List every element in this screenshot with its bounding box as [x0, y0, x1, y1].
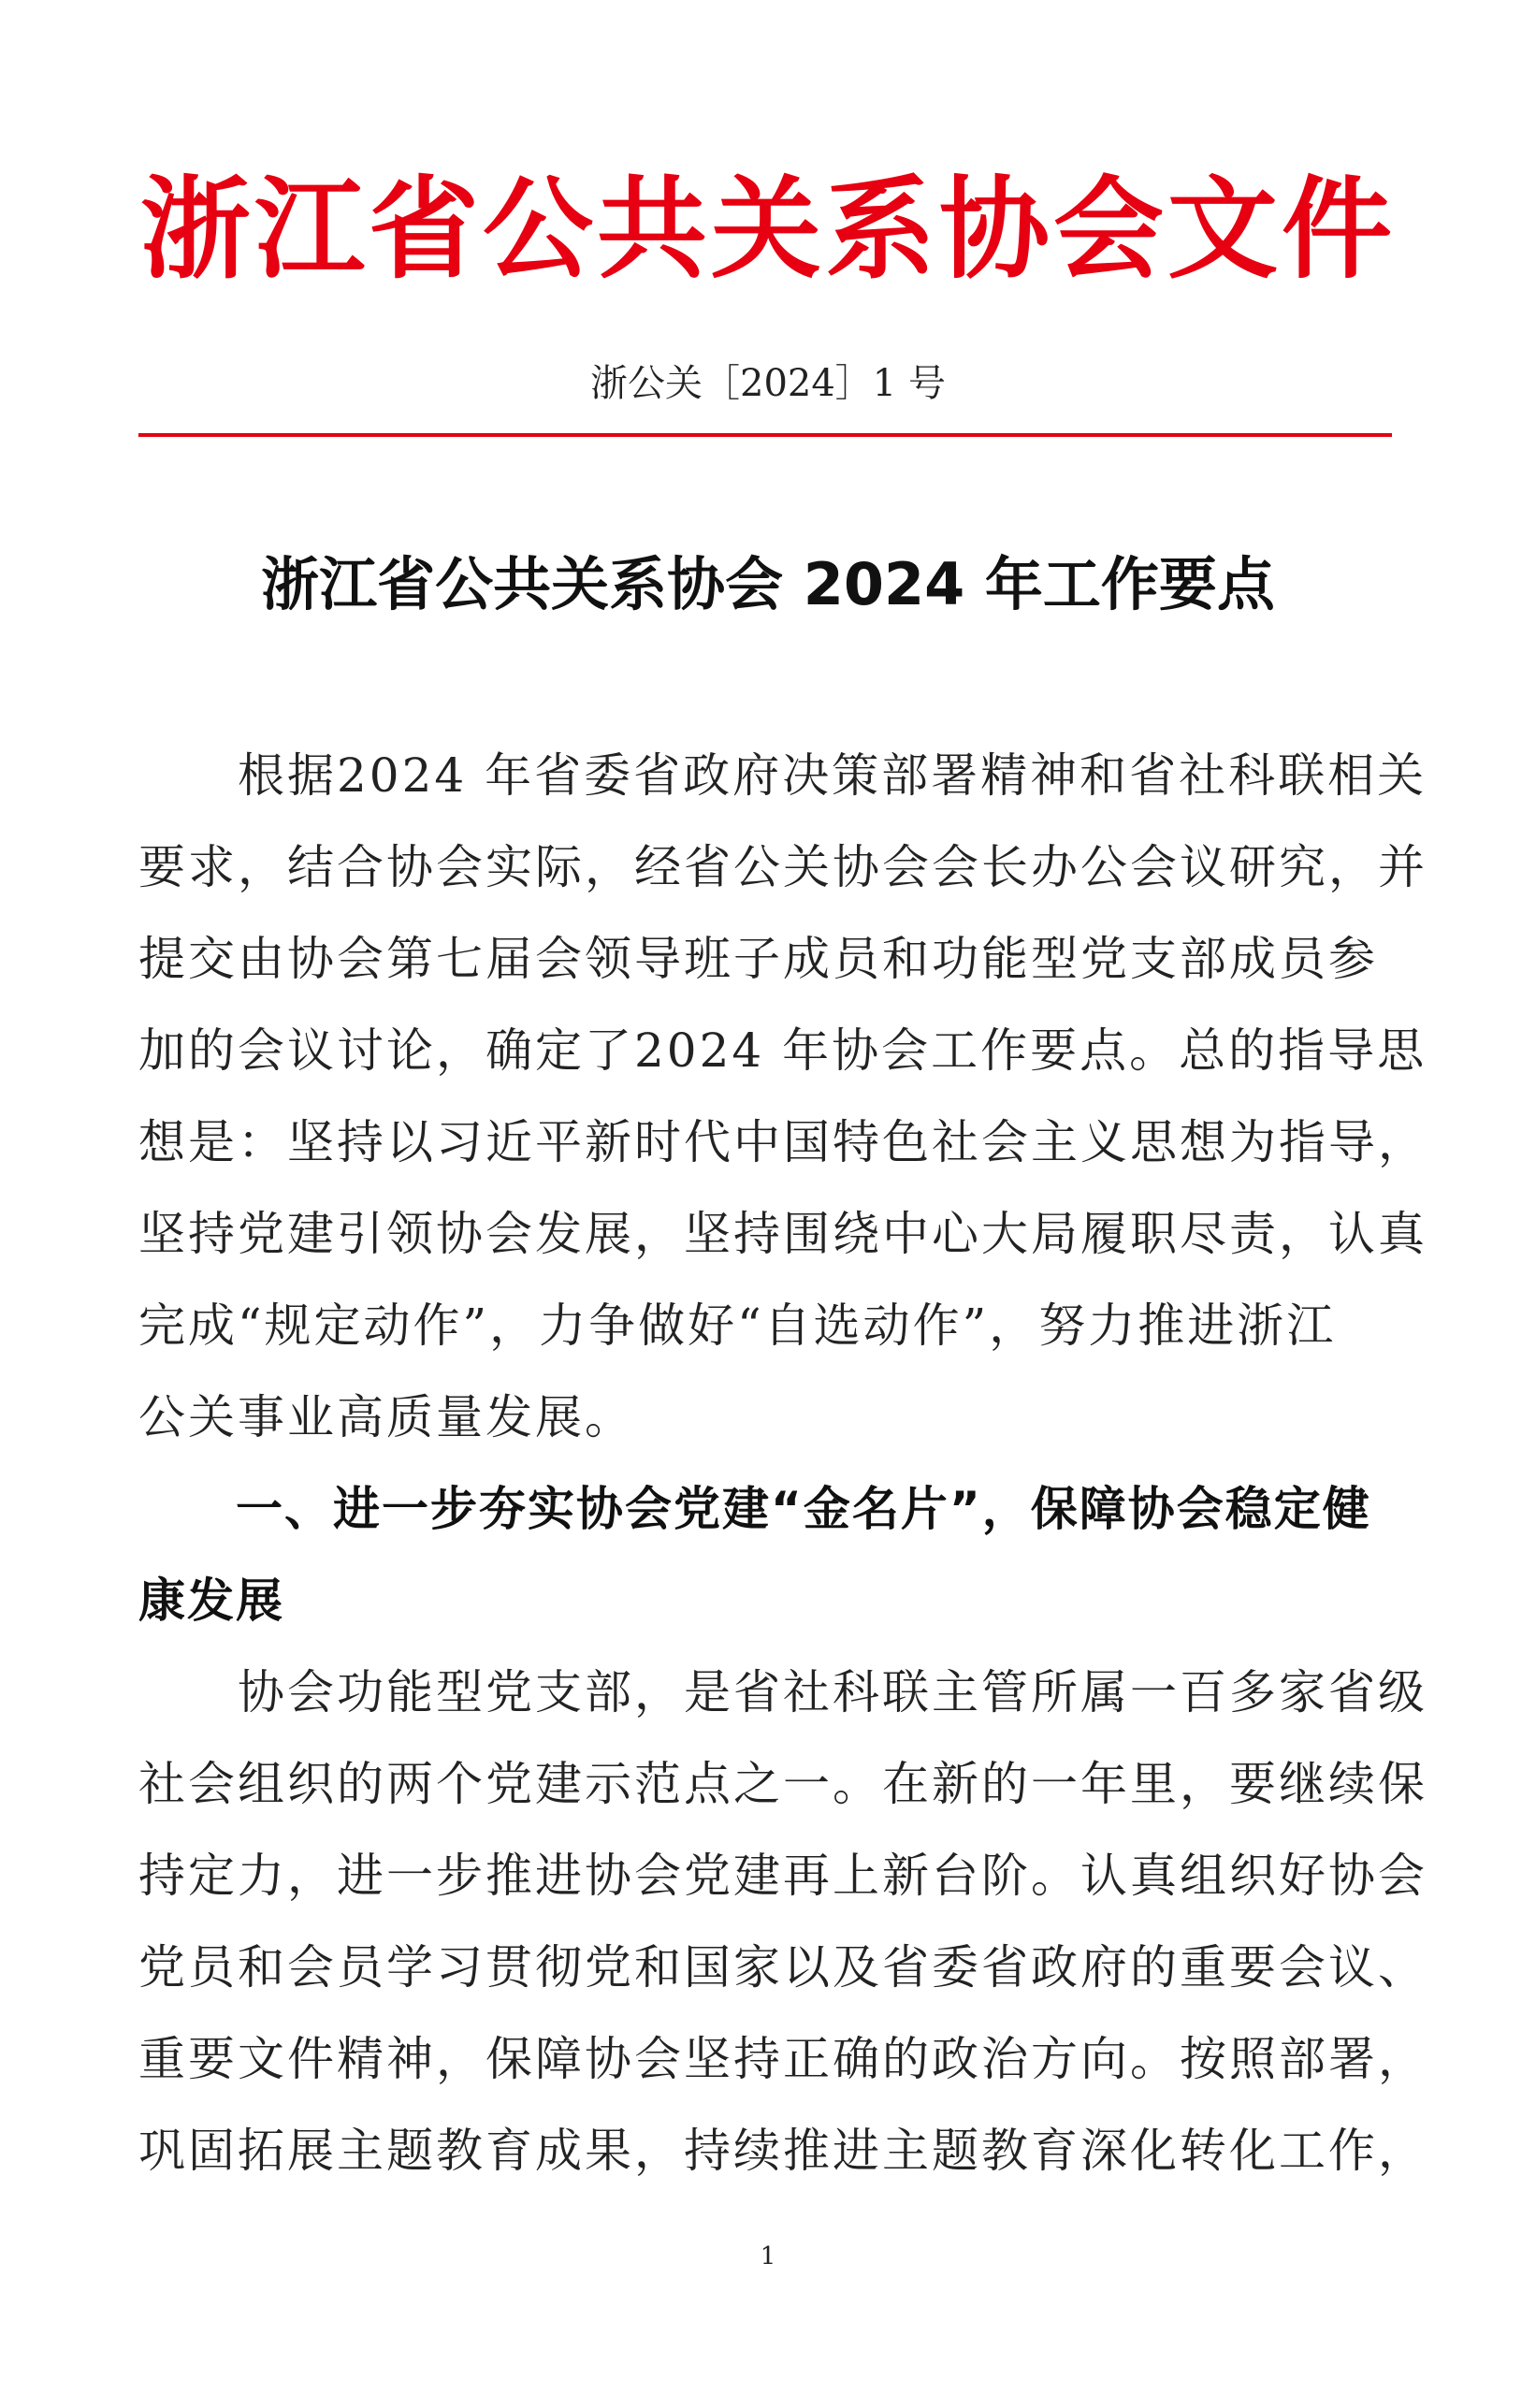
intro-line: 提交由协会第七届会领导班子成员和功能型党支部成员参 — [138, 932, 1378, 986]
section-1-line: 党员和会员学习贯彻党和国家以及省委省政府的重要会议、 — [138, 1940, 1427, 1995]
section-1-line: 社会组织的两个党建示范点之一。在新的一年里，要继续保 — [138, 1757, 1427, 1811]
page-number: 1 — [760, 2242, 776, 2270]
document-header-title: 浙江省公共关系协会文件 — [139, 164, 1396, 294]
section-1-line: 巩固拓展主题教育成果，持续推进主题教育深化转化工作， — [138, 2124, 1427, 2178]
section-1-line: 持定力，进一步推进协会党建再上新台阶。认真组织好协会 — [138, 1849, 1427, 1903]
intro-paragraph — [138, 730, 1427, 1463]
document-title: 浙江省公共关系协会 2024 年工作要点 — [261, 550, 1275, 618]
header-red-rule — [138, 433, 1392, 437]
section-heading-line: 一、进一步夯实协会党建“金名片”，保障协会稳定健 — [138, 1482, 1371, 1536]
section-1-line: 协会功能型党支部，是省社科联主管所属一百多家省级 — [138, 1665, 1427, 1719]
section-heading-line: 康发展 — [138, 1574, 284, 1628]
intro-line: 要求，结合协会实际，经省公关协会会长办公会议研究，并 — [138, 840, 1427, 894]
intro-line: 坚持党建引领协会发展，坚持围绕中心大局履职尽责，认真 — [138, 1207, 1427, 1261]
intro-line: 公关事业高质量发展。 — [138, 1390, 634, 1444]
intro-line: 根据2024 年省委省政府决策部署精神和省社科联相关 — [138, 748, 1427, 803]
section-1-paragraph — [138, 1646, 1427, 2197]
document-number: 浙公关［2024］1 号 — [590, 362, 946, 405]
intro-line: 加的会议讨论，确定了2024 年协会工作要点。总的指导思 — [138, 1023, 1427, 1078]
intro-line: 完成“规定动作”，力争做好“自选动作”，努力推进浙江 — [138, 1298, 1337, 1353]
section-1-heading — [138, 1463, 1371, 1646]
intro-line: 想是：坚持以习近平新时代中国特色社会主义思想为指导， — [138, 1115, 1427, 1169]
section-1-line: 重要文件精神，保障协会坚持正确的政治方向。按照部署， — [138, 2032, 1427, 2086]
